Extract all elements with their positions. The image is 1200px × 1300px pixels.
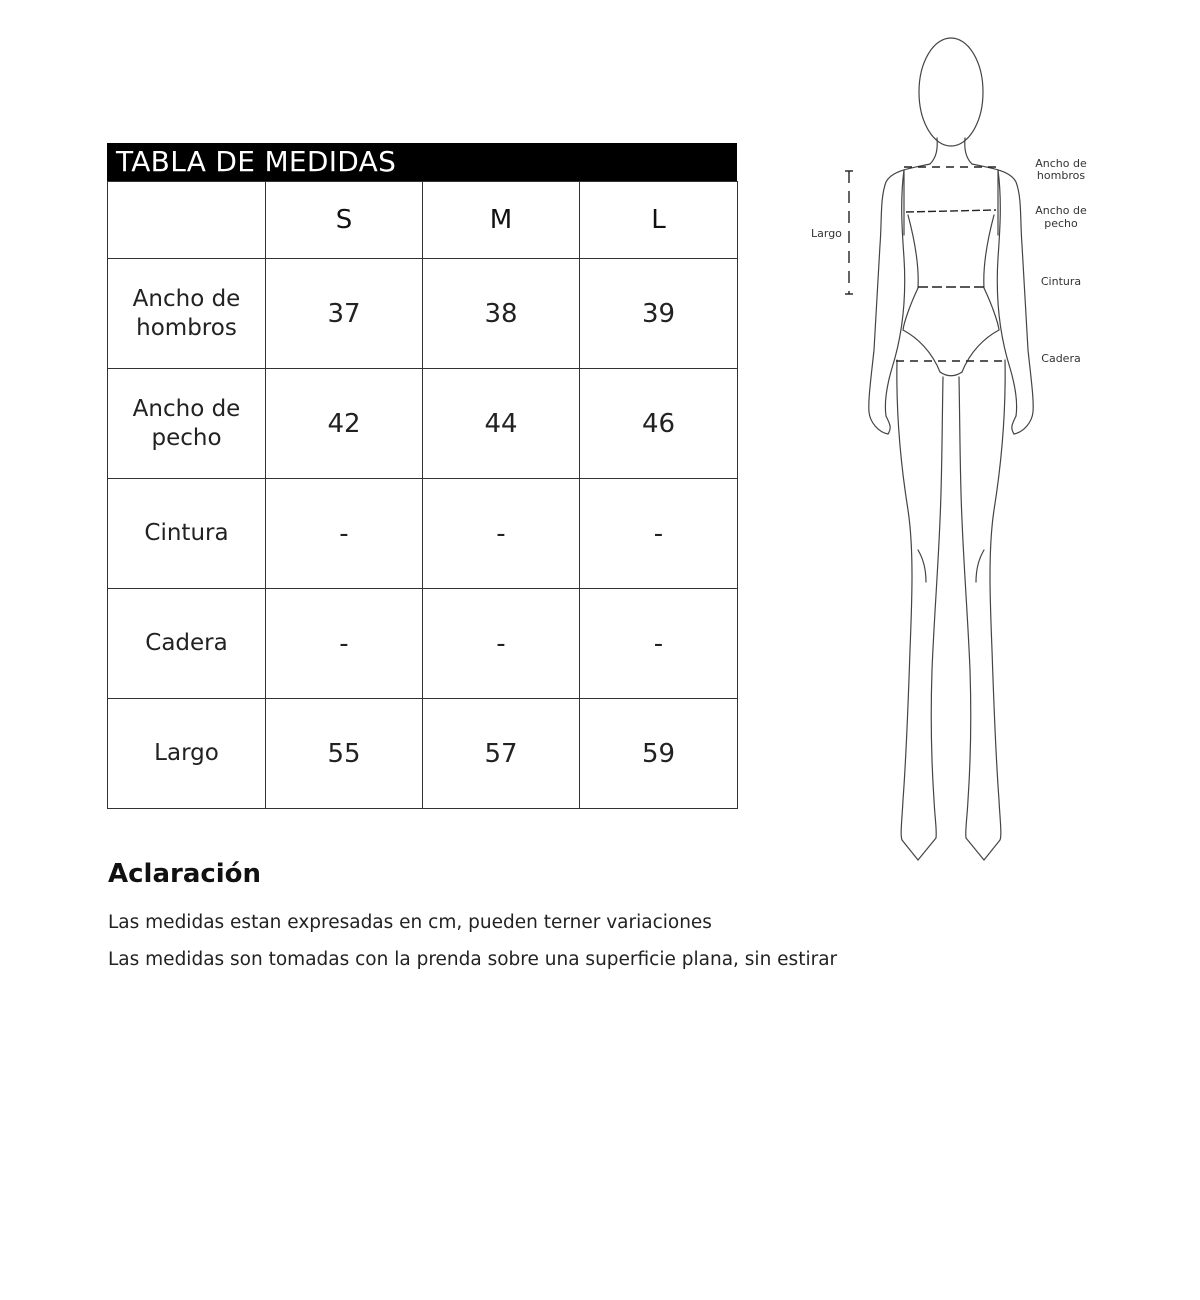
measurement-lines — [845, 167, 1006, 361]
table-cell: 46 — [580, 369, 738, 479]
table-cell: 57 — [423, 699, 580, 809]
label-cadera: Cadera — [1041, 352, 1081, 365]
size-header-s: S — [266, 182, 423, 259]
table-cell: 44 — [423, 369, 580, 479]
torso-left — [908, 215, 918, 288]
right-arm-inner — [997, 170, 1016, 416]
row-label-pecho: Ancho de pecho — [108, 369, 266, 479]
row-label-cintura: Cintura — [108, 479, 266, 589]
clarification-title: Aclaración — [108, 859, 262, 889]
leg-crease-right — [962, 330, 999, 372]
hip-left — [903, 288, 918, 330]
head-shape — [919, 38, 983, 146]
size-header-m: M — [423, 182, 580, 259]
size-header-l: L — [580, 182, 738, 259]
leg-crease-left — [903, 330, 940, 372]
size-table — [107, 143, 737, 809]
table-cell: 59 — [580, 699, 738, 809]
label-pecho-2: pecho — [1044, 217, 1078, 230]
label-largo: Largo — [811, 227, 842, 240]
table-row — [108, 369, 738, 479]
right-leg-inner — [959, 377, 984, 860]
row-label-hombros: Ancho de hombros — [108, 259, 266, 369]
label-hombros-1: Ancho de — [1035, 157, 1087, 170]
neck-left — [930, 138, 937, 164]
row-label-largo: Largo — [108, 699, 266, 809]
row-label-cadera: Cadera — [108, 589, 266, 699]
left-leg-inner — [918, 377, 943, 860]
left-leg-outer — [897, 360, 918, 860]
torso-right — [984, 215, 994, 288]
left-hand — [886, 416, 890, 434]
label-cintura: Cintura — [1040, 275, 1082, 288]
left-arm-inner — [885, 170, 904, 416]
right-leg-outer — [984, 360, 1005, 860]
right-knee — [976, 550, 984, 582]
body-figure-svg — [800, 30, 1100, 870]
measurements-grid — [107, 181, 738, 809]
table-cell: - — [266, 589, 423, 699]
body-figure — [800, 30, 1100, 870]
label-pecho-1: Ancho de — [1035, 204, 1087, 217]
label-hombros-2: hombros — [1036, 169, 1086, 182]
clarification-line: Las medidas estan expresadas en cm, pueden terner variaciones — [108, 912, 712, 933]
table-row — [108, 589, 738, 699]
table-row — [108, 259, 738, 369]
table-row — [108, 479, 738, 589]
table-cell: 37 — [266, 259, 423, 369]
neck-right — [965, 138, 972, 164]
table-cell: - — [580, 589, 738, 699]
right-arm-outer — [972, 164, 1033, 434]
table-cell: - — [580, 479, 738, 589]
table-cell: 55 — [266, 699, 423, 809]
size-header-row — [108, 182, 738, 259]
pecho-line — [906, 210, 996, 212]
clarification-section — [108, 856, 1008, 978]
table-cell: 38 — [423, 259, 580, 369]
table-cell: 42 — [266, 369, 423, 479]
body-outline — [869, 38, 1033, 860]
left-arm-outer — [869, 164, 930, 434]
table-title: TABLA DE MEDIDAS — [107, 143, 737, 181]
table-row — [108, 699, 738, 809]
clarification-line: Las medidas son tomadas con la prenda sobre una superficie plana, sin estirar — [108, 949, 838, 970]
table-cell: - — [423, 589, 580, 699]
table-cell: 39 — [580, 259, 738, 369]
hip-right — [984, 288, 999, 330]
corner-cell — [108, 182, 266, 259]
crotch-line — [940, 372, 962, 376]
left-knee — [918, 550, 926, 582]
table-cell: - — [266, 479, 423, 589]
table-cell: - — [423, 479, 580, 589]
right-hand — [1012, 416, 1016, 434]
